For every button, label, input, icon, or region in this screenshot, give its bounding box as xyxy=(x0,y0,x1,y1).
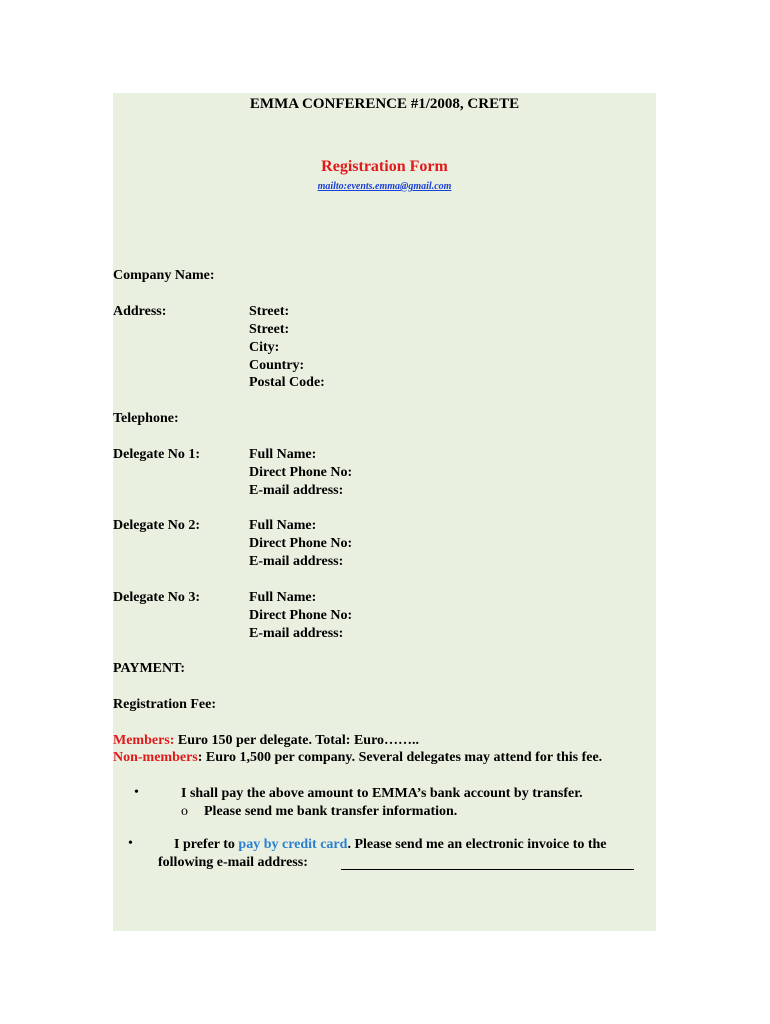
delegate-1-label: Delegate No 1: xyxy=(113,447,201,462)
country-field-label: Country: xyxy=(249,358,305,373)
bank-transfer-info-request[interactable]: Please send me bank transfer information. xyxy=(204,804,458,819)
pay-by-credit-card-link[interactable]: pay by credit card xyxy=(238,837,348,852)
delegate-3-email: E-mail address: xyxy=(249,626,344,641)
credit-card-option[interactable] xyxy=(174,836,607,853)
street-2-field-label: Street: xyxy=(249,322,290,337)
company-name-label: Company Name: xyxy=(113,268,215,283)
nonmembers-text: : Euro 1,500 per company. Several delegates may attend for this fee. xyxy=(197,750,603,765)
nonmembers-label: Non-members xyxy=(113,750,198,765)
bullet-icon: • xyxy=(134,785,139,800)
delegate-2-full-name: Full Name: xyxy=(249,518,317,533)
bullet-icon: • xyxy=(128,836,133,851)
delegate-1-full-name: Full Name: xyxy=(249,447,317,462)
email-link[interactable]: mailto:events.emma@gmail.com xyxy=(317,181,452,192)
postal-code-field-label: Postal Code: xyxy=(249,375,325,390)
bank-transfer-option[interactable]: I shall pay the above amount to EMMA’s bank account by transfer. xyxy=(181,786,583,801)
email-address-label: following e-mail address: xyxy=(158,855,308,870)
delegate-2-email: E-mail address: xyxy=(249,554,344,569)
credit-card-option-pre: I prefer to xyxy=(174,837,239,852)
city-field-label: City: xyxy=(249,340,280,355)
delegate-1-email: E-mail address: xyxy=(249,483,344,498)
sub-bullet-icon: o xyxy=(181,804,188,819)
delegate-3-label: Delegate No 3: xyxy=(113,590,201,605)
email-address-blank-line[interactable] xyxy=(341,869,634,870)
conference-title: EMMA CONFERENCE #1/2008, CRETE xyxy=(249,96,520,112)
address-label: Address: xyxy=(113,304,167,319)
delegate-3-full-name: Full Name: xyxy=(249,590,317,605)
credit-card-option-post: . Please send me an electronic invoice to the xyxy=(347,837,607,852)
registration-form-page xyxy=(113,93,656,931)
telephone-label: Telephone: xyxy=(113,411,179,426)
delegate-1-phone: Direct Phone No: xyxy=(249,465,353,480)
form-subtitle: Registration Form xyxy=(321,158,448,175)
delegate-2-phone: Direct Phone No: xyxy=(249,536,353,551)
members-line xyxy=(113,732,419,749)
delegate-2-label: Delegate No 2: xyxy=(113,518,201,533)
registration-fee-label: Registration Fee: xyxy=(113,697,217,712)
payment-heading: PAYMENT: xyxy=(113,661,186,676)
delegate-3-phone: Direct Phone No: xyxy=(249,608,353,623)
nonmembers-line xyxy=(113,749,602,766)
street-1-field-label: Street: xyxy=(249,304,290,319)
members-text: Euro 150 per delegate. Total: Euro…….. xyxy=(174,733,420,748)
members-label: Members: xyxy=(113,733,175,748)
